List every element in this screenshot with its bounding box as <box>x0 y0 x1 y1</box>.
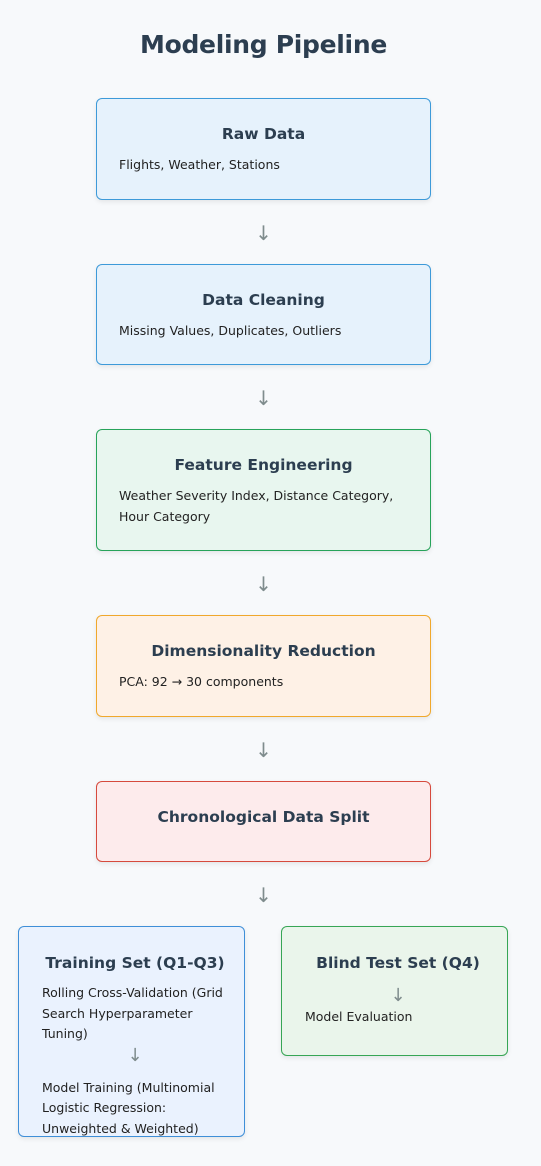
dimensionality-reduction-title: Dimensionality Reduction <box>151 642 376 660</box>
page-title: Modeling Pipeline <box>140 30 387 59</box>
data-cleaning-desc: Missing Values, Duplicates, Outliers <box>119 323 342 338</box>
test-step-model-evaluation: Model Evaluation <box>305 1009 413 1024</box>
training-step-cross-validation: Rolling Cross-Validation (Grid Search Hyperparameter Tuning) <box>42 985 223 1041</box>
training-set-node <box>18 926 245 1137</box>
blind-test-set-title: Blind Test Set (Q4) <box>316 954 480 972</box>
down-arrow-icon: ↓ <box>255 386 272 410</box>
data-split-node <box>96 781 431 862</box>
feature-engineering-desc: Weather Severity Index, Distance Category, Hour Category <box>119 488 394 524</box>
raw-data-title: Raw Data <box>221 125 306 143</box>
training-step-model-training: Model Training (Multinomial Logistic Regression: Unweighted & Weighted) <box>42 1079 215 1136</box>
down-arrow-icon: ↓ <box>255 572 272 596</box>
dimensionality-reduction-desc: PCA: 92 → 30 components <box>119 674 284 689</box>
dimensionality-reduction-node <box>96 615 431 717</box>
feature-engineering-node <box>96 429 431 551</box>
down-arrow-icon: ↓ <box>390 985 406 1006</box>
raw-data-desc: Flights, Weather, Stations <box>119 157 280 172</box>
down-arrow-icon: ↓ <box>255 883 272 907</box>
training-set-title: Training Set (Q1-Q3) <box>45 954 225 972</box>
data-cleaning-node <box>96 264 431 365</box>
down-arrow-icon: ↓ <box>255 738 272 762</box>
feature-engineering-title: Feature Engineering <box>174 456 353 474</box>
data-split-title: Chronological Data Split <box>157 808 370 826</box>
down-arrow-icon: ↓ <box>127 1044 143 1066</box>
raw-data-node <box>96 98 431 200</box>
blind-test-set-node <box>281 926 508 1056</box>
down-arrow-icon: ↓ <box>255 221 272 245</box>
data-cleaning-title: Data Cleaning <box>202 291 325 309</box>
